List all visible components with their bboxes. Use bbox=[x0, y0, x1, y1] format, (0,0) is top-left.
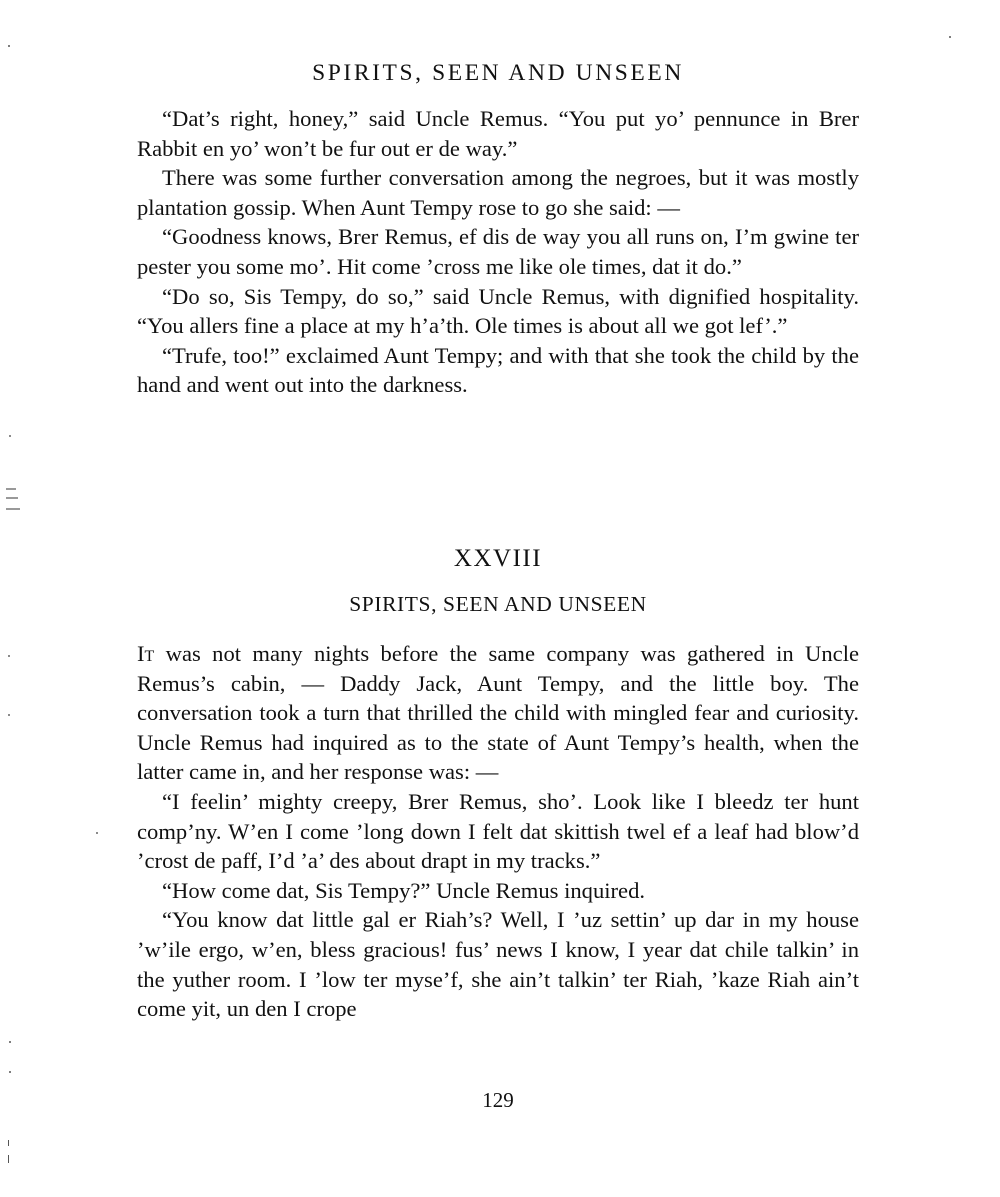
paragraph: “How come dat, Sis Tempy?” Uncle Remus inquired. bbox=[162, 877, 646, 903]
paragraph: “I feelin’ mighty creepy, Brer Remus, sho’. Look like I bleedz ter hunt comp’ny. W’en I come ’long down I felt dat skittish twel ef a leaf had blow’d ’crost de paff, I’d ’a’ des about drapt in my tracks.” bbox=[137, 788, 859, 874]
chapter-title: SPIRITS, SEEN AND UNSEEN bbox=[349, 592, 647, 616]
top-text-block bbox=[137, 104, 859, 400]
chapter-opening-paragraph bbox=[137, 639, 859, 787]
paragraph: There was some further conversation among the negroes, but it was mostly plantation gossip. When Aunt Tempy rose to go she said: — bbox=[137, 165, 859, 220]
paragraph: “Goodness knows, Brer Remus, ef dis de way you all runs on, I’m gwine ter pester you some mo’. Hit come ’cross me like ole times, dat it do.” bbox=[137, 224, 859, 279]
paragraph: “Trufe, too!” exclaimed Aunt Tempy; and with that she took the child by the hand and went out into the darkness. bbox=[137, 342, 859, 398]
opening-text: was not many nights before the same company was gathered in Uncle Remus’s cabin, — Daddy Jack, Aunt Tempy, and the little boy. The conversation took a turn that thrilled the child with mingled fear and curiosity. Uncle Remus had inquired as to the state of Aunt Tempy’s health, when the latter came in, and her response was: — bbox=[137, 641, 859, 785]
running-head: SPIRITS, SEEN AND UNSEEN bbox=[312, 60, 684, 86]
paragraph: “Dat’s right, honey,” said Uncle Remus. “You put yo’ pennunce in Brer Rabbit en yo’ won’t be fur out er de way.” bbox=[137, 106, 859, 161]
opening-word: It bbox=[137, 641, 155, 666]
chapter-text-block bbox=[137, 639, 859, 1024]
paragraph: “You know dat little gal er Riah’s? Well, I ’uz settin’ up dar in my house ’w’ile ergo, w’en, bless gracious! fus’ news I know, I year dat chile talkin’ in the yuther room. I ’low ter myse’f, she ain’t talkin’ ter Riah, ’kaze Riah ain’t come yit, un den I crope bbox=[137, 907, 859, 1022]
paragraph: “Do so, Sis Tempy, do so,” said Uncle Remus, with dignified hospitality. “You allers fine a place at my h’a’th. Ole times is about all we got lef’.” bbox=[137, 283, 859, 339]
chapter-number: XXVIII bbox=[453, 545, 543, 572]
page-number: 129 bbox=[482, 1088, 514, 1112]
